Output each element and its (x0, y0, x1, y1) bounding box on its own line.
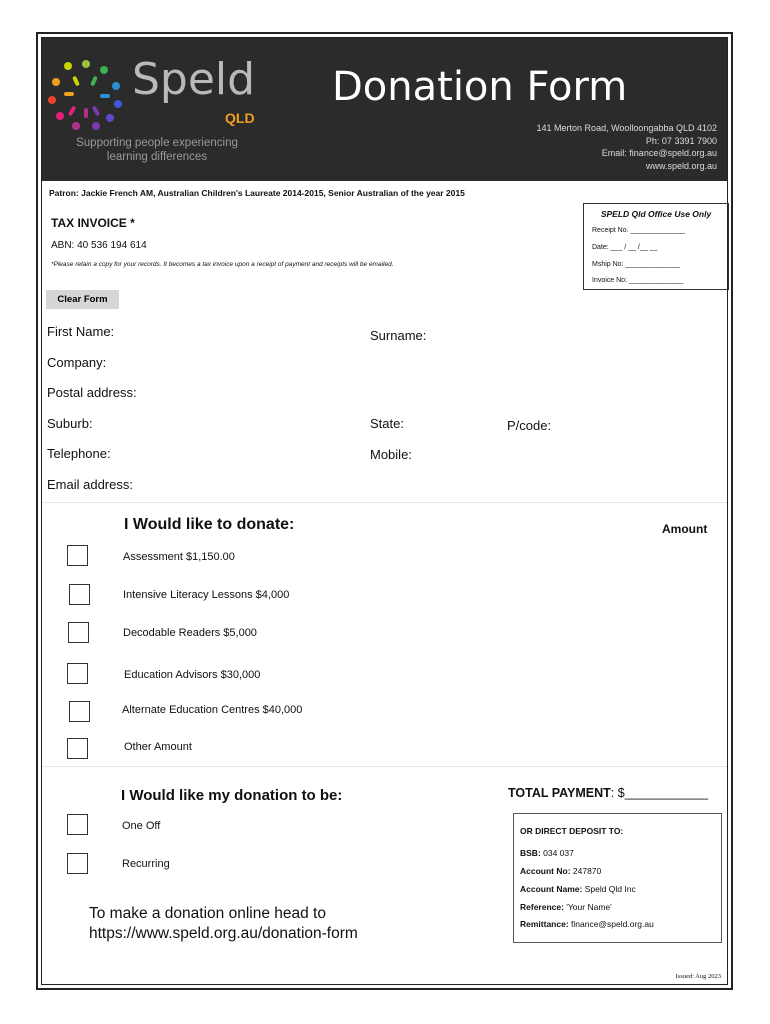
account-no-row (520, 866, 601, 876)
reference-row (520, 902, 612, 912)
decodable-readers-checkbox[interactable] (68, 622, 89, 643)
alternate-centres-checkbox[interactable] (69, 701, 90, 722)
one-off-option: One Off (122, 820, 161, 832)
section-divider (42, 766, 727, 767)
suburb-field[interactable]: Suburb: (47, 416, 93, 431)
date-field: Date: ___ / __ /__ __ (592, 244, 658, 251)
education-advisors-option: Education Advisors $30,000 (124, 669, 261, 681)
account-no-value: 247870 (570, 866, 602, 876)
bsb-label: BSB: (520, 848, 541, 858)
office-use-title: SPELD Qld Office Use Only (600, 209, 712, 219)
patron-text: Patron: Jackie French AM, Australian Children's Laureate 2014-2015, Senior Australian of the year 2015 (49, 188, 465, 198)
total-payment[interactable] (508, 786, 708, 800)
website-line: www.speld.org.au (645, 160, 717, 171)
remittance-row (520, 919, 654, 929)
postal-address-field[interactable]: Postal address: (47, 385, 137, 400)
total-payment-blank: : $____________ (610, 786, 709, 800)
section-divider (42, 502, 727, 503)
state-field[interactable]: State: (370, 416, 404, 431)
remittance-value: finance@speld.org.au (568, 919, 654, 929)
bsb-row (520, 848, 574, 858)
email-line: Email: finance@speld.org.au (601, 148, 717, 158)
form-page (36, 32, 733, 990)
reference-label: Reference: (520, 902, 564, 912)
decodable-readers-option: Decodable Readers $5,000 (123, 627, 257, 639)
other-amount-option: Other Amount (124, 741, 192, 753)
alternate-centres-option: Alternate Education Centres $40,000 (122, 704, 303, 716)
postcode-field[interactable]: P/code: (507, 418, 552, 433)
logo-wordmark: Speld (132, 54, 256, 105)
reference-value: 'Your Name' (563, 902, 612, 912)
total-payment-label: TOTAL PAYMENT (508, 786, 611, 800)
speld-logo-icon (46, 56, 132, 136)
email-field[interactable]: Email address: (47, 477, 133, 492)
page-title: Donation Form (332, 64, 628, 110)
tax-invoice-title: TAX INVOICE * (51, 216, 135, 230)
literacy-lessons-option: Intensive Literacy Lessons $4,000 (123, 589, 290, 601)
literacy-lessons-checkbox[interactable] (69, 584, 90, 605)
direct-deposit-box (513, 813, 722, 943)
account-no-label: Account No: (520, 866, 571, 876)
account-name-label: Account Name: (520, 884, 583, 894)
logo-region: QLD (225, 110, 255, 126)
account-name-row (520, 884, 636, 894)
invoice-note: *Please retain a copy for your records. It becomes a tax invoice upon a receipt of payment and receipts will be emailed. (51, 261, 394, 268)
surname-field[interactable]: Surname: (370, 328, 427, 343)
logo-tagline: Supporting people experiencing learning differences (76, 137, 238, 163)
form-inner (41, 37, 728, 985)
donate-title: I Would like to donate: (124, 516, 295, 533)
deposit-title: OR DIRECT DEPOSIT TO: (520, 826, 624, 836)
contact-address (537, 122, 717, 172)
recurring-option: Recurring (122, 858, 170, 870)
office-use-box (583, 203, 729, 290)
header-banner (42, 38, 727, 181)
clear-form-button[interactable]: Clear Form (46, 290, 119, 309)
online-donation-link[interactable]: To make a donation online head to https://www.speld.org.au/donation-form (89, 905, 358, 942)
remittance-label: Remittance: (520, 919, 569, 929)
donation-type-title: I Would like my donation to be: (121, 787, 343, 804)
one-off-checkbox[interactable] (67, 814, 88, 835)
receipt-no-field: Receipt No. ______________ (592, 227, 686, 234)
bsb-value: 034 037 (540, 848, 574, 858)
recurring-checkbox[interactable] (67, 853, 88, 874)
mship-no-field: Mship No: ______________ (592, 261, 680, 268)
assessment-checkbox[interactable] (67, 545, 88, 566)
phone-line: Ph: 07 3391 7900 (645, 135, 717, 146)
telephone-field[interactable]: Telephone: (47, 446, 111, 461)
mobile-field[interactable]: Mobile: (370, 447, 412, 462)
other-amount-checkbox[interactable] (67, 738, 88, 759)
amount-label: Amount (662, 522, 708, 536)
education-advisors-checkbox[interactable] (67, 663, 88, 684)
abn-text: ABN: 40 536 194 614 (51, 240, 147, 251)
company-field[interactable]: Company: (47, 355, 107, 370)
assessment-option: Assessment $1,150.00 (123, 551, 235, 563)
invoice-no-field: Invoice No: ______________ (592, 277, 684, 284)
issued-date: Issued: Aug 2023 (675, 973, 721, 980)
account-name-value: Speld Qld Inc (582, 884, 636, 894)
address-line: 141 Merton Road, Woolloongabba QLD 4102 (536, 123, 717, 133)
first-name-field[interactable]: First Name: (47, 324, 115, 339)
